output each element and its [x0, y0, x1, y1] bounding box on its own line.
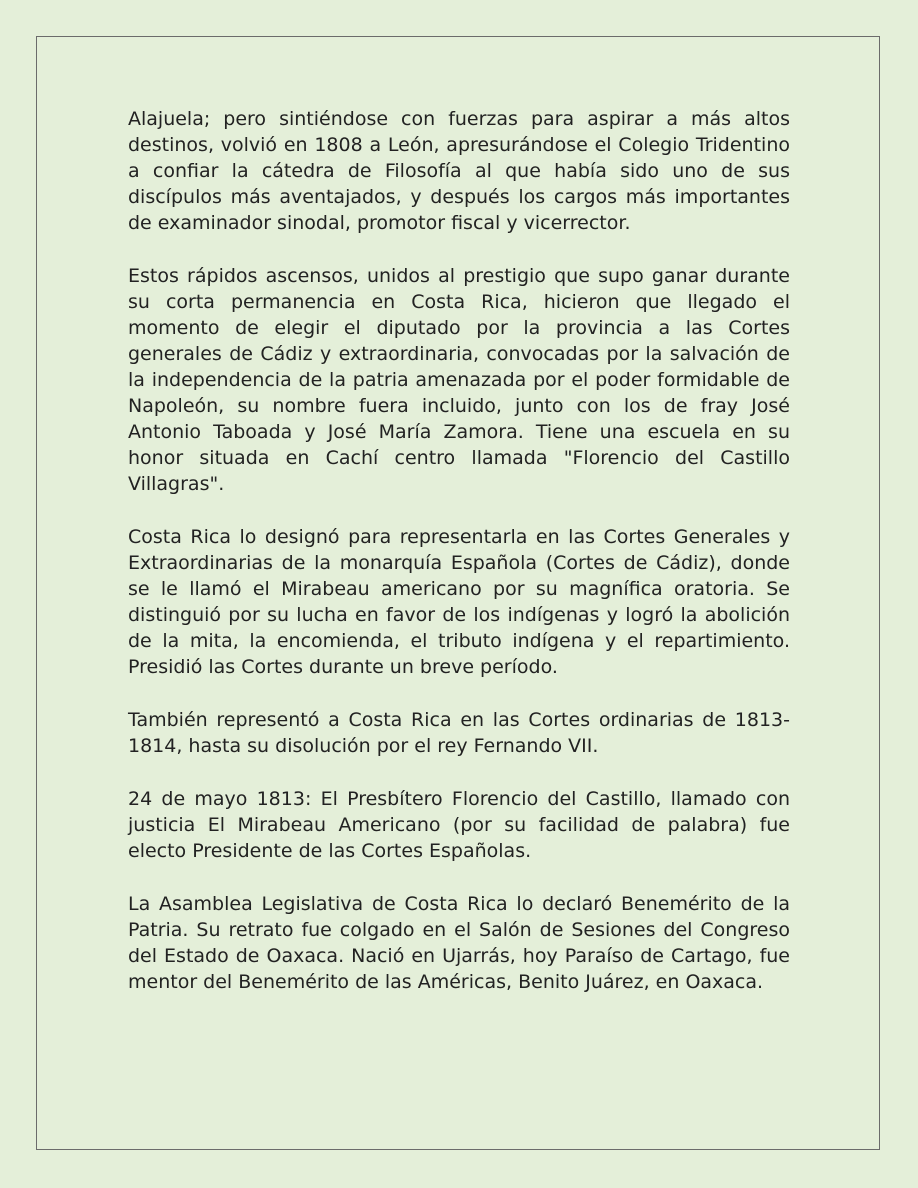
paragraph-3: Costa Rica lo designó para representarla en las Cortes Generales y Extraordinarias de la monarquía Española (Cortes de Cádiz), donde se le llamó el Mirabeau americano por su magnífica oratoria. Se distinguió por su lucha en favor de los indígenas y logró la abolición de la mita, la encomienda, el tributo indígena y el repartimiento. Presidió las Cortes durante un breve período.: [128, 526, 790, 678]
paragraph-5: 24 de mayo 1813: El Presbítero Florencio del Castillo, llamado con justicia El Mirabeau Americano (por su facilidad de palabra) fue electo Presidente de las Cortes Españolas.: [128, 788, 790, 862]
paragraph-6: La Asamblea Legislativa de Costa Rica lo declaró Benemérito de la Patria. Su retrato fue colgado en el Salón de Sesiones del Congreso del Estado de Oaxaca. Nació en Ujarrás, hoy Paraíso de Cartago, fue mentor del Benemérito de las Américas, Benito Juárez, en Oaxaca.: [128, 893, 790, 993]
document-body: [128, 106, 790, 1022]
paragraph-4: También representó a Costa Rica en las Cortes ordinarias de 1813-1814, hasta su disolución por el rey Fernando VII.: [128, 709, 790, 757]
paragraph-1: Alajuela; pero sintiéndose con fuerzas para aspirar a más altos destinos, volvió en 1808 a León, apresurándose el Colegio Tridentino a confiar la cátedra de Filosofía al que había sido uno de sus discípulos más aventajados, y después los cargos más importantes de examinador sinodal, promotor fiscal y vicerrector.: [128, 108, 790, 234]
paragraph-2: Estos rápidos ascensos, unidos al prestigio que supo ganar durante su corta permanencia en Costa Rica, hicieron que llegado el momento de elegir el diputado por la provincia a las Cortes generales de Cádiz y extraordinaria, convocadas por la salvación de la independencia de la patria amenazada por el poder formidable de Napoleón, su nombre fuera incluido, junto con los de fray José Antonio Taboada y José María Zamora. Tiene una escuela en su honor situada en Cachí centro llamada "Florencio del Castillo Villagras".: [128, 265, 790, 495]
